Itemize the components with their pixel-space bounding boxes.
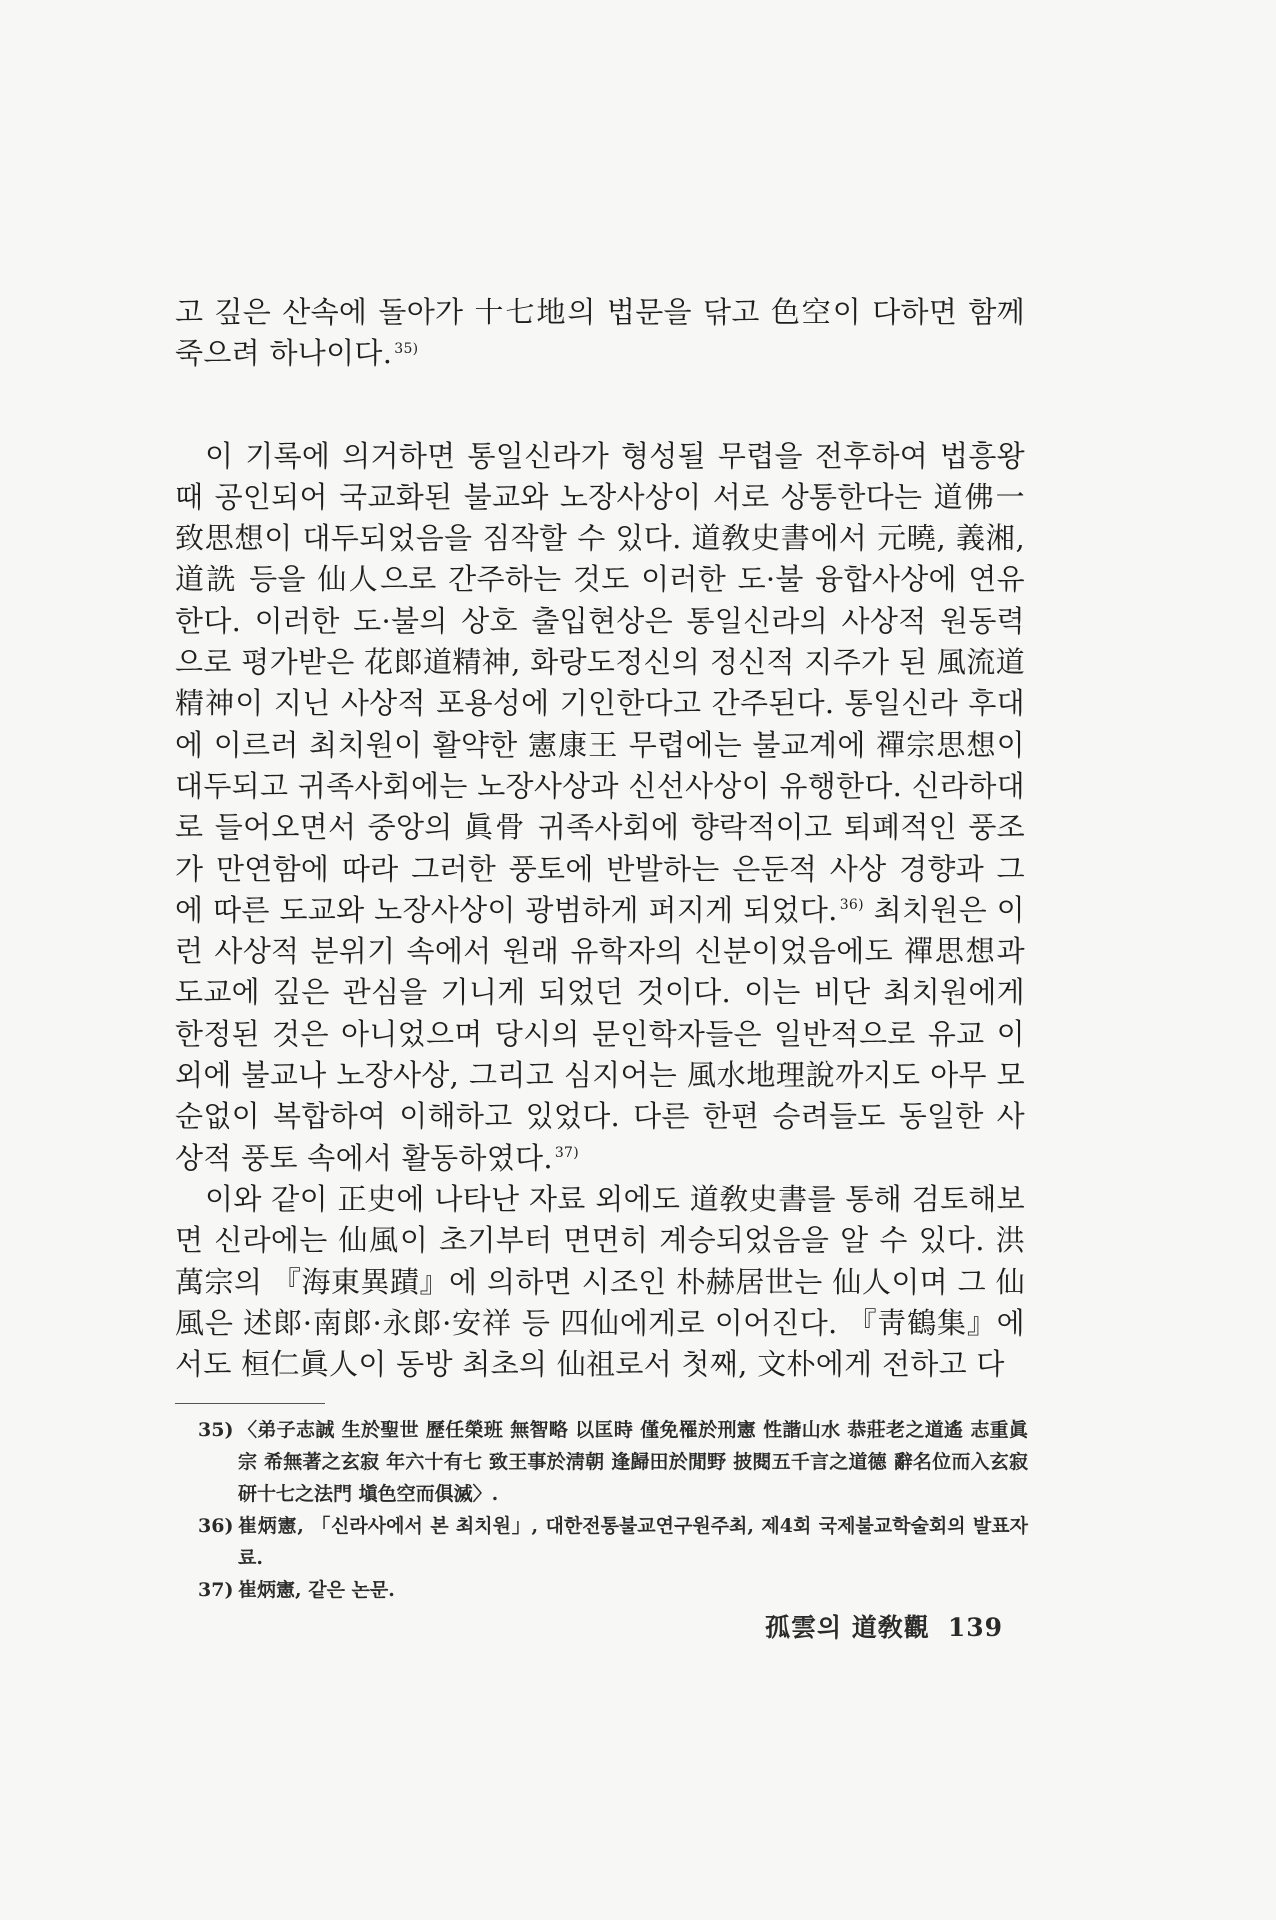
- footnote-text: 崔炳憲, 같은 논문.: [238, 1579, 395, 1601]
- footnote-text: 〈弟子志誠 生於聖世 歷任榮班 無智略 以匡時 僅免罹於刑憲 性諧山水 恭莊老之道遙 志重眞宗 希無著之玄寂 年六十有七 致王事於淸朝 逢歸田於閒野 披閱五千言之道德 辭名位而入玄寂 研十七之法門 塡色空而俱滅〉.: [238, 1419, 1028, 1505]
- footnote-ref-35: 35): [394, 340, 419, 357]
- paragraph-1-text-b: 최치원은 이런 사상적 분위기 속에서 원래 유학자의 신분이었음에도 禪思想과 도교에 깊은 관심을 기니게 되었던 것이다. 이는 비단 최치원에게 한정된 것은 아니었으며 당시의 문인학자들은 일반적으로 유교 이외에 불교나 노장사상, 그리고 심지어는 風水地理說까지도 아무 모순없이 복합하여 이해하고 있었다. 다른 한편 승려들도 동일한 사상적 풍토 속에서 활동하였다.: [175, 892, 1025, 1175]
- footnote-number: 35): [198, 1419, 234, 1441]
- paragraph-1: [175, 436, 1025, 1179]
- quote-continuation: [175, 292, 1025, 375]
- footnote-number: 37): [198, 1579, 234, 1601]
- body-text: [175, 292, 1025, 1385]
- footnote-ref-37: 37): [554, 1144, 580, 1161]
- running-footer: [765, 1608, 1003, 1644]
- footnote-37: [198, 1574, 1028, 1606]
- paragraph-1-text-a: 이 기록에 의거하면 통일신라가 형성될 무렵을 전후하여 법흥왕 때 공인되어 국교화된 불교와 노장사상이 서로 상통한다는 道佛一致思想이 대두되었음을 짐작할 수 있다. 道敎史書에서 元曉, 義湘, 道詵 등을 仙人으로 간주하는 것도 이러한 도·불 융합사상에 연유한다. 이러한 도·불의 상호 출입현상은 통일신라의 사상적 원동력으로 평가받은 花郞道精神, 화랑도정신의 정신적 지주가 된 風流道精神이 지닌 사상적 포용성에 기인한다고 간주된다. 통일신라 후대에 이르러 최치원이 활약한 憲康王 무렵에는 불교계에 禪宗思想이 대두되고 귀족사회에는 노장사상과 신선사상이 유행한다. 신라하대로 들어오면서 중앙의 眞骨 귀족사회에 향락적이고 퇴폐적인 풍조가 만연함에 따라 그러한 풍토에 반발하는 은둔적 사상 경향과 그에 따른 도교와 노장사상이 광범하게 퍼지게 되었다.: [175, 438, 1025, 927]
- footnote-35: [198, 1414, 1028, 1510]
- quote-text: 고 깊은 산속에 돌아가 十七地의 법문을 닦고 色空이 다하면 함께 죽으려 하나이다.: [175, 295, 1025, 371]
- paragraph-2: 이와 같이 正史에 나타난 자료 외에도 道敎史書를 통해 검토해보면 신라에는 仙風이 초기부터 면면히 계승되었음을 알 수 있다. 洪萬宗의 『海東異蹟』에 의하면 시조인 朴赫居世는 仙人이며 그 仙風은 述郞·南郞·永郞·安祥 등 四仙에게로 이어진다. 『靑鶴集』에서도 桓仁眞人이 동방 최초의 仙祖로서 첫째, 文朴에게 전하고 다: [175, 1181, 1025, 1382]
- page-number: 139: [947, 1613, 1003, 1642]
- footnote-36: [198, 1510, 1028, 1574]
- footnote-divider: [175, 1403, 325, 1404]
- footnote-text: 崔炳憲, 「신라사에서 본 최치원」, 대한전통불교연구원주최, 제4회 국제불교학술회의 발표자료.: [238, 1515, 1028, 1569]
- running-footer-title: 孤雲의 道敎觀: [764, 1613, 930, 1642]
- footnote-ref-36: 36): [839, 897, 864, 914]
- footnotes: [198, 1414, 1028, 1606]
- footnote-number: 36): [198, 1515, 234, 1537]
